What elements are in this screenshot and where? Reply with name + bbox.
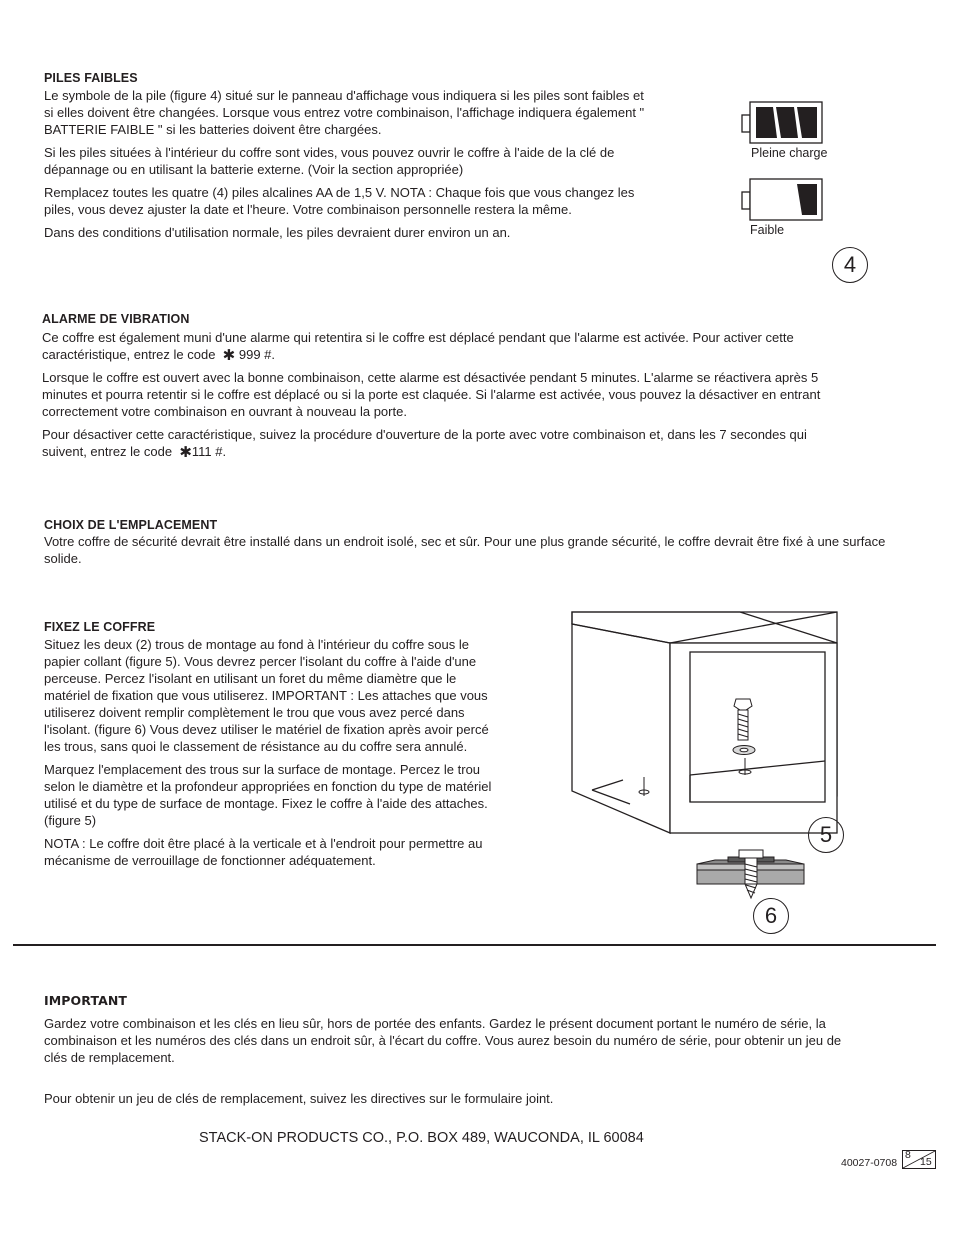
fix-safe-paragraph-1: Situez les deux (2) trous de montage au fond à l'intérieur du coffre sous le papier collant (figure 5). Vous devrez percer l'isolant du coffre à l'aide d'une perceuse. Percez l'isolant en utilisant un foret du même diamètre que le matériel de fixation que vous utiliserez. IMPORTANT : Les attaches que vous utiliserez doivent remplir complètement le trou que vous avez percé dans l'isolant. (figure 6) Vous devez utiliser le matériel de fixation après avoir percé les trous, sans quoi le classement de résistance au du coffre sera annulé. — [44, 637, 489, 754]
low-battery-paragraph-3: Remplacez toutes les quatre (4) piles alcalines AA de 1,5 V. NOTA : Chaque fois que vous changez les piles, vous devez ajuster la date et l'heure. Votre combinaison personnelle restera la même. — [44, 185, 635, 217]
battery-full-label: Pleine charge — [751, 146, 828, 160]
safe-mounting-diagram — [570, 610, 840, 835]
page-number-box — [902, 1150, 936, 1169]
important-paragraph-1: Gardez votre combinaison et les clés en lieu sûr, hors de portée des enfants. Gardez le présent document portant le numéro de série, la combinaison et les numéros des clés dans un endroit sûr, à l'écart du coffre. Vous aurez besoin du numéro de série, pour obtenir un jeu de clés de remplacement. — [44, 1016, 842, 1065]
low-battery-paragraph-1: Le symbole de la pile (figure 4) situé sur le panneau d'affichage vous indiquera si les piles sont faibles et si elles doivent être changées. Lorsque vous entrez votre combinaison, l'affichage indiquera également " BATTERIE FAIBLE " si les batteries doivent être chargées. — [44, 88, 645, 137]
figure-6-number: 6 — [753, 898, 789, 934]
fix-safe-heading: FIXEZ LE COFFRE — [44, 620, 156, 634]
section-divider — [13, 944, 936, 946]
vibration-alarm-paragraph-1 — [42, 329, 832, 363]
location-heading: CHOIX DE L'EMPLACEMENT — [44, 518, 218, 532]
location-paragraph: Votre coffre de sécurité devrait être installé dans un endroit isolé, sec et sûr. Pour une plus grande sécurité, le coffre devrait être fixé à une surface solide. — [44, 534, 886, 566]
battery-low-label: Faible — [750, 223, 785, 237]
important-heading: IMPORTANT — [44, 993, 128, 1008]
activate-code: 999 #. — [238, 347, 276, 362]
vibration-alarm-paragraph-3 — [42, 426, 832, 460]
deactivate-code: 111 #. — [191, 444, 227, 459]
battery-full-icon — [741, 101, 826, 145]
fix-safe-paragraph-3: NOTA : Le coffre doit être placé à la verticale et à l'endroit pour permettre au mécanisme de verrouillage de fonctionner adéquatement. — [44, 836, 483, 868]
low-battery-text — [44, 87, 654, 241]
figure-4-number: 4 — [832, 247, 868, 283]
vibration-alarm-text — [42, 329, 832, 460]
star-key-icon: ✱ — [222, 347, 236, 364]
vibration-alarm-heading: ALARME DE VIBRATION — [42, 312, 190, 326]
star-key-icon: ✱ — [179, 444, 192, 461]
page-number: 8 — [905, 1149, 911, 1161]
company-address: STACK-ON PRODUCTS CO., P.O. BOX 489, WAUCONDA, IL 60084 — [199, 1130, 644, 1146]
activate-instruction: Ce coffre est également muni d'une alarme qui retentira si le coffre est déplacé pendant que l'alarme est activée. Pour activer cette caractéristique, entrez le code — [42, 330, 794, 362]
battery-low-icon — [741, 178, 826, 222]
vibration-alarm-paragraph-2: Lorsque le coffre est ouvert avec la bonne combinaison, cette alarme est désactivée pendant 5 minutes. L'alarme se réactivera après 5 minutes et pourra retentir si le coffre est déplacé ou si la porte est claquée. Si l'alarme est activée, vous pouvez la désactiver en entrant correctement votre combinaison en ouvrant à nouveau la porte. — [42, 370, 821, 419]
figure-5-number: 5 — [808, 817, 844, 853]
fix-safe-paragraph-2: Marquez l'emplacement des trous sur la surface de montage. Percez le trou selon le diamètre et la profondeur appropriées en fonction du type de matériel utilisé et du type de surface de montage. Fixez le coffre à l'aide des attaches. (figure 5) — [44, 762, 492, 828]
important-paragraph-2: Pour obtenir un jeu de clés de remplacement, suivez les directives sur le formulaire joint. — [44, 1091, 554, 1106]
low-battery-heading: PILES FAIBLES — [44, 71, 138, 85]
low-battery-paragraph-4: Dans des conditions d'utilisation normale, les piles devraient durer environ un an. — [44, 225, 511, 240]
fix-safe-text — [44, 636, 492, 869]
page-total: 15 — [920, 1156, 932, 1168]
low-battery-paragraph-2: Si les piles situées à l'intérieur du coffre sont vides, vous pouvez ouvrir le coffre à l'aide de la clé de dépannage ou en utilisant la batterie externe. (Voir la section appropriée) — [44, 145, 615, 177]
fastener-cross-section-diagram — [693, 850, 808, 900]
deactivate-instruction: Pour désactiver cette caractéristique, suivez la procédure d'ouverture de la porte avec votre combinaison et, dans les 7 secondes qui suivent, entrez le code — [42, 427, 807, 459]
document-number: 40027-0708 — [841, 1157, 898, 1169]
